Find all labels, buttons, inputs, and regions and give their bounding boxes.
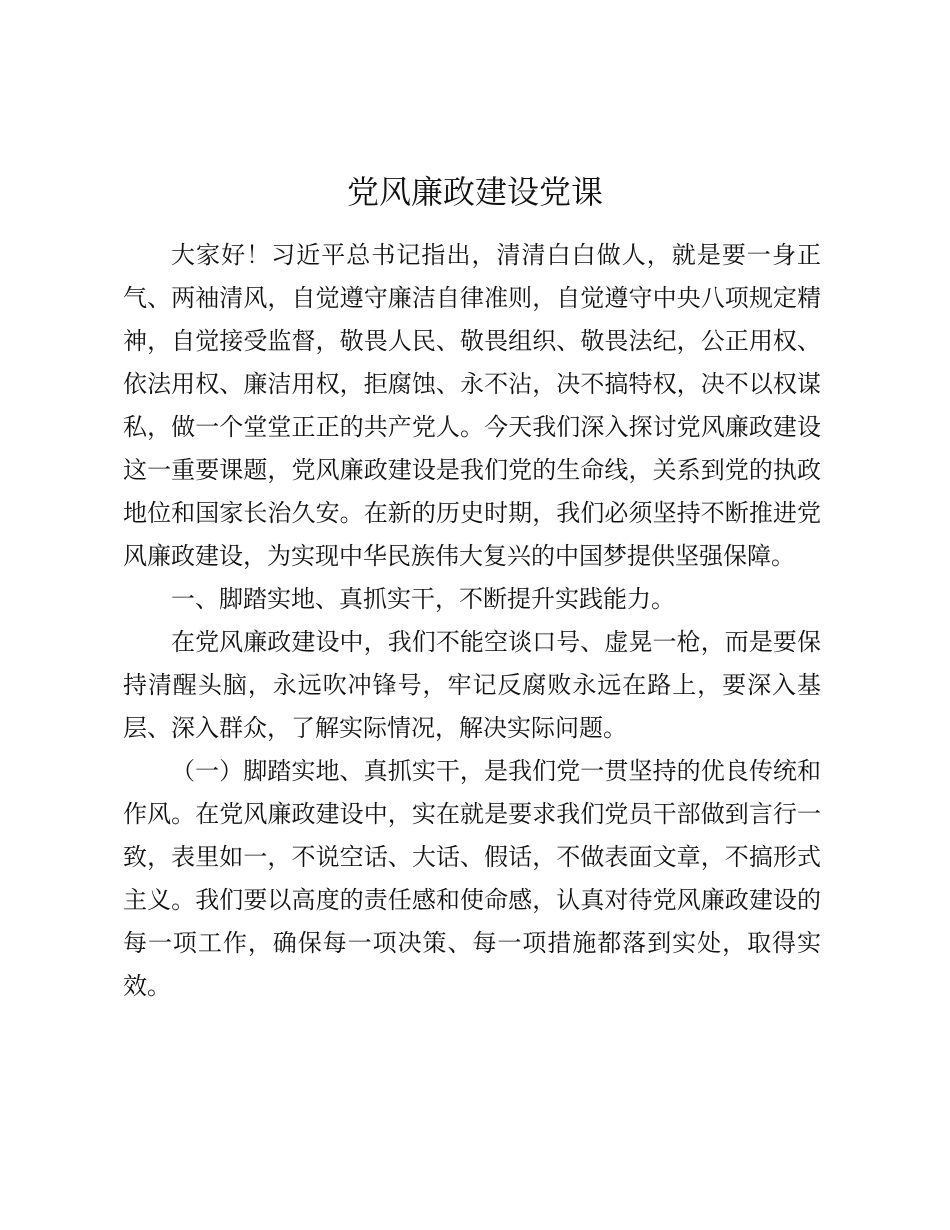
intro-paragraph: 大家好！习近平总书记指出，清清白白做人，就是要一身正气、两袖清风，自觉遵守廉洁自律准则，自觉遵守中央八项规定精神，自觉接受监督，敬畏人民、敬畏组织、敬畏法纪，公正用权、依法用权、廉洁用权，拒腐蚀、永不沾，决不搞特权，决不以权谋私，做一个堂堂正正的共产党人。今天我们深入探讨党风廉政建设这一重要课题，党风廉政建设是我们党的生命线，关系到党的执政地位和国家长治久安。在新的历史时期，我们必须坚持不断推进党风廉政建设，为实现中华民族伟大复兴的中国梦提供坚强保障。 bbox=[123, 241, 821, 570]
document-title: 党风廉政建设党课 bbox=[346, 173, 603, 211]
subsection-paragraph: （一）脚踏实地、真抓实干，是我们党一贯坚持的优良传统和作风。在党风廉政建设中，实在就是要求我们党员干部做到言行一致，表里如一，不说空话、大话、假话，不做表面文章，不搞形式主义。我们要以高度的责任感和使命感，认真对待党风廉政建设的每一项工作，确保每一项决策、每一项措施都落到实处，取得实效。 bbox=[123, 757, 821, 1000]
section-paragraph: 在党风廉政建设中，我们不能空谈口号、虚晃一枪，而是要保持清醒头脑，永远吹冲锋号，牢记反腐败永远在路上，要深入基层、深入群众，了解实际情况，解决实际问题。 bbox=[123, 628, 821, 742]
section-heading-1: 一、脚踏实地、真抓实干，不断提升实践能力。 bbox=[171, 585, 675, 613]
document-body bbox=[123, 234, 821, 1008]
